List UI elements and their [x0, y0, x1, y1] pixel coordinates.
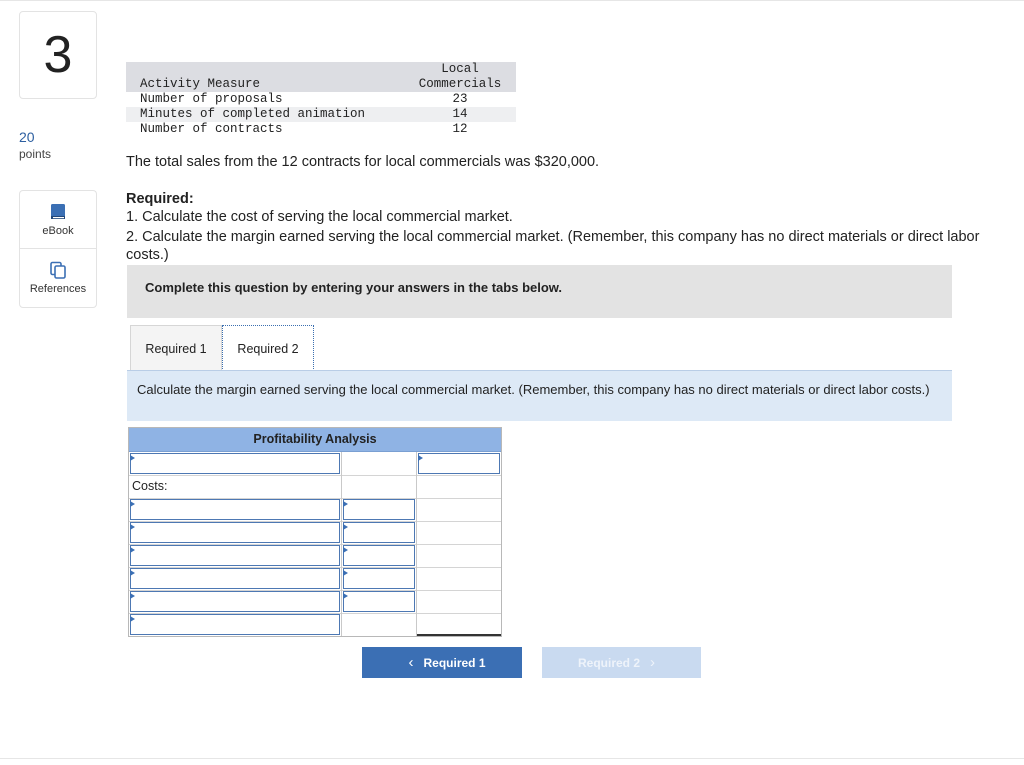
- references-label: References: [29, 283, 87, 295]
- dropdown-marker-icon: [130, 547, 135, 553]
- dropdown-marker-icon: [130, 570, 135, 576]
- dropdown-marker-icon: [343, 547, 348, 553]
- activity-row: Number of contracts 12: [140, 122, 468, 136]
- top-divider: [0, 0, 1024, 1]
- next-button[interactable]: [542, 647, 701, 678]
- previous-button[interactable]: [362, 647, 522, 678]
- required-item-2: 2. Calculate the margin earned serving the local commercial market. (Remember, this company has no direct materials or direct labor costs.): [126, 229, 980, 263]
- dropdown-marker-icon: [130, 616, 135, 622]
- tab-required-1[interactable]: Required 1: [130, 325, 222, 371]
- activity-header-line1: Local: [404, 62, 516, 77]
- ebook-label: eBook: [42, 225, 74, 237]
- cost-amount-input[interactable]: [343, 522, 415, 543]
- activity-header-row-2: [126, 77, 516, 92]
- profitability-analysis-table: [128, 427, 502, 637]
- dropdown-marker-icon: [418, 455, 423, 461]
- margin-label-input[interactable]: [130, 614, 340, 635]
- dropdown-marker-icon: [130, 455, 135, 461]
- dropdown-marker-icon: [130, 501, 135, 507]
- cost-label-input[interactable]: [130, 545, 340, 566]
- dropdown-marker-icon: [343, 593, 348, 599]
- cost-amount-input[interactable]: [343, 545, 415, 566]
- table-row: [129, 498, 501, 522]
- activity-header-label: Activity Measure: [126, 77, 404, 92]
- table-row: [129, 521, 501, 545]
- instructions-text: Complete this question by entering your answers in the tabs below.: [145, 280, 563, 295]
- book-icon: [49, 203, 67, 221]
- dropdown-marker-icon: [343, 524, 348, 530]
- cost-label-input[interactable]: [130, 568, 340, 589]
- cost-label-input[interactable]: [130, 522, 340, 543]
- activity-header-line2: Commercials: [404, 77, 516, 92]
- tab-panel-instructions: Calculate the margin earned serving the local commercial market. (Remember, this company has no direct materials or direct labor costs.): [127, 370, 952, 421]
- required-item-1: 1. Calculate the cost of serving the local commercial market.: [126, 209, 513, 225]
- sales-text: The total sales from the 12 contracts for local commercials was $320,000.: [126, 154, 600, 170]
- costs-label: Costs:: [132, 479, 168, 493]
- table-row: [129, 590, 501, 614]
- table-row: [129, 475, 501, 499]
- dropdown-marker-icon: [343, 570, 348, 576]
- chevron-left-icon: ‹: [408, 654, 414, 671]
- previous-button-label: Required 1: [423, 655, 486, 670]
- question-number: 3: [19, 11, 97, 99]
- table-row: [129, 452, 501, 476]
- activity-header-row: [126, 62, 516, 77]
- activity-row: Number of proposals 23: [140, 92, 468, 106]
- table-row: [129, 567, 501, 591]
- dropdown-marker-icon: [130, 524, 135, 530]
- table-row: [129, 613, 501, 636]
- required-heading: Required:: [126, 191, 194, 207]
- copy-icon: [49, 261, 67, 279]
- table-row: [129, 544, 501, 568]
- cost-label-input[interactable]: [130, 499, 340, 520]
- amount-input[interactable]: [418, 453, 500, 474]
- dropdown-marker-icon: [343, 501, 348, 507]
- ebook-button[interactable]: [19, 190, 97, 248]
- references-button[interactable]: [19, 248, 97, 308]
- cost-amount-input[interactable]: [343, 591, 415, 612]
- points-label: points: [19, 147, 52, 161]
- cost-amount-input[interactable]: [343, 568, 415, 589]
- instructions-box: [127, 265, 952, 318]
- points-value: 20: [19, 129, 35, 145]
- tab-required-2[interactable]: Required 2: [222, 325, 314, 371]
- dropdown-marker-icon: [130, 593, 135, 599]
- next-button-label: Required 2: [577, 655, 640, 670]
- activity-table: [126, 62, 516, 137]
- activity-row: Minutes of completed animation 14: [126, 107, 516, 122]
- label-input[interactable]: [130, 453, 340, 474]
- cost-label-input[interactable]: [130, 591, 340, 612]
- chevron-right-icon: ›: [650, 654, 655, 671]
- table-title: Profitability Analysis: [129, 428, 501, 452]
- bottom-divider: [0, 758, 1024, 759]
- cost-amount-input[interactable]: [343, 499, 415, 520]
